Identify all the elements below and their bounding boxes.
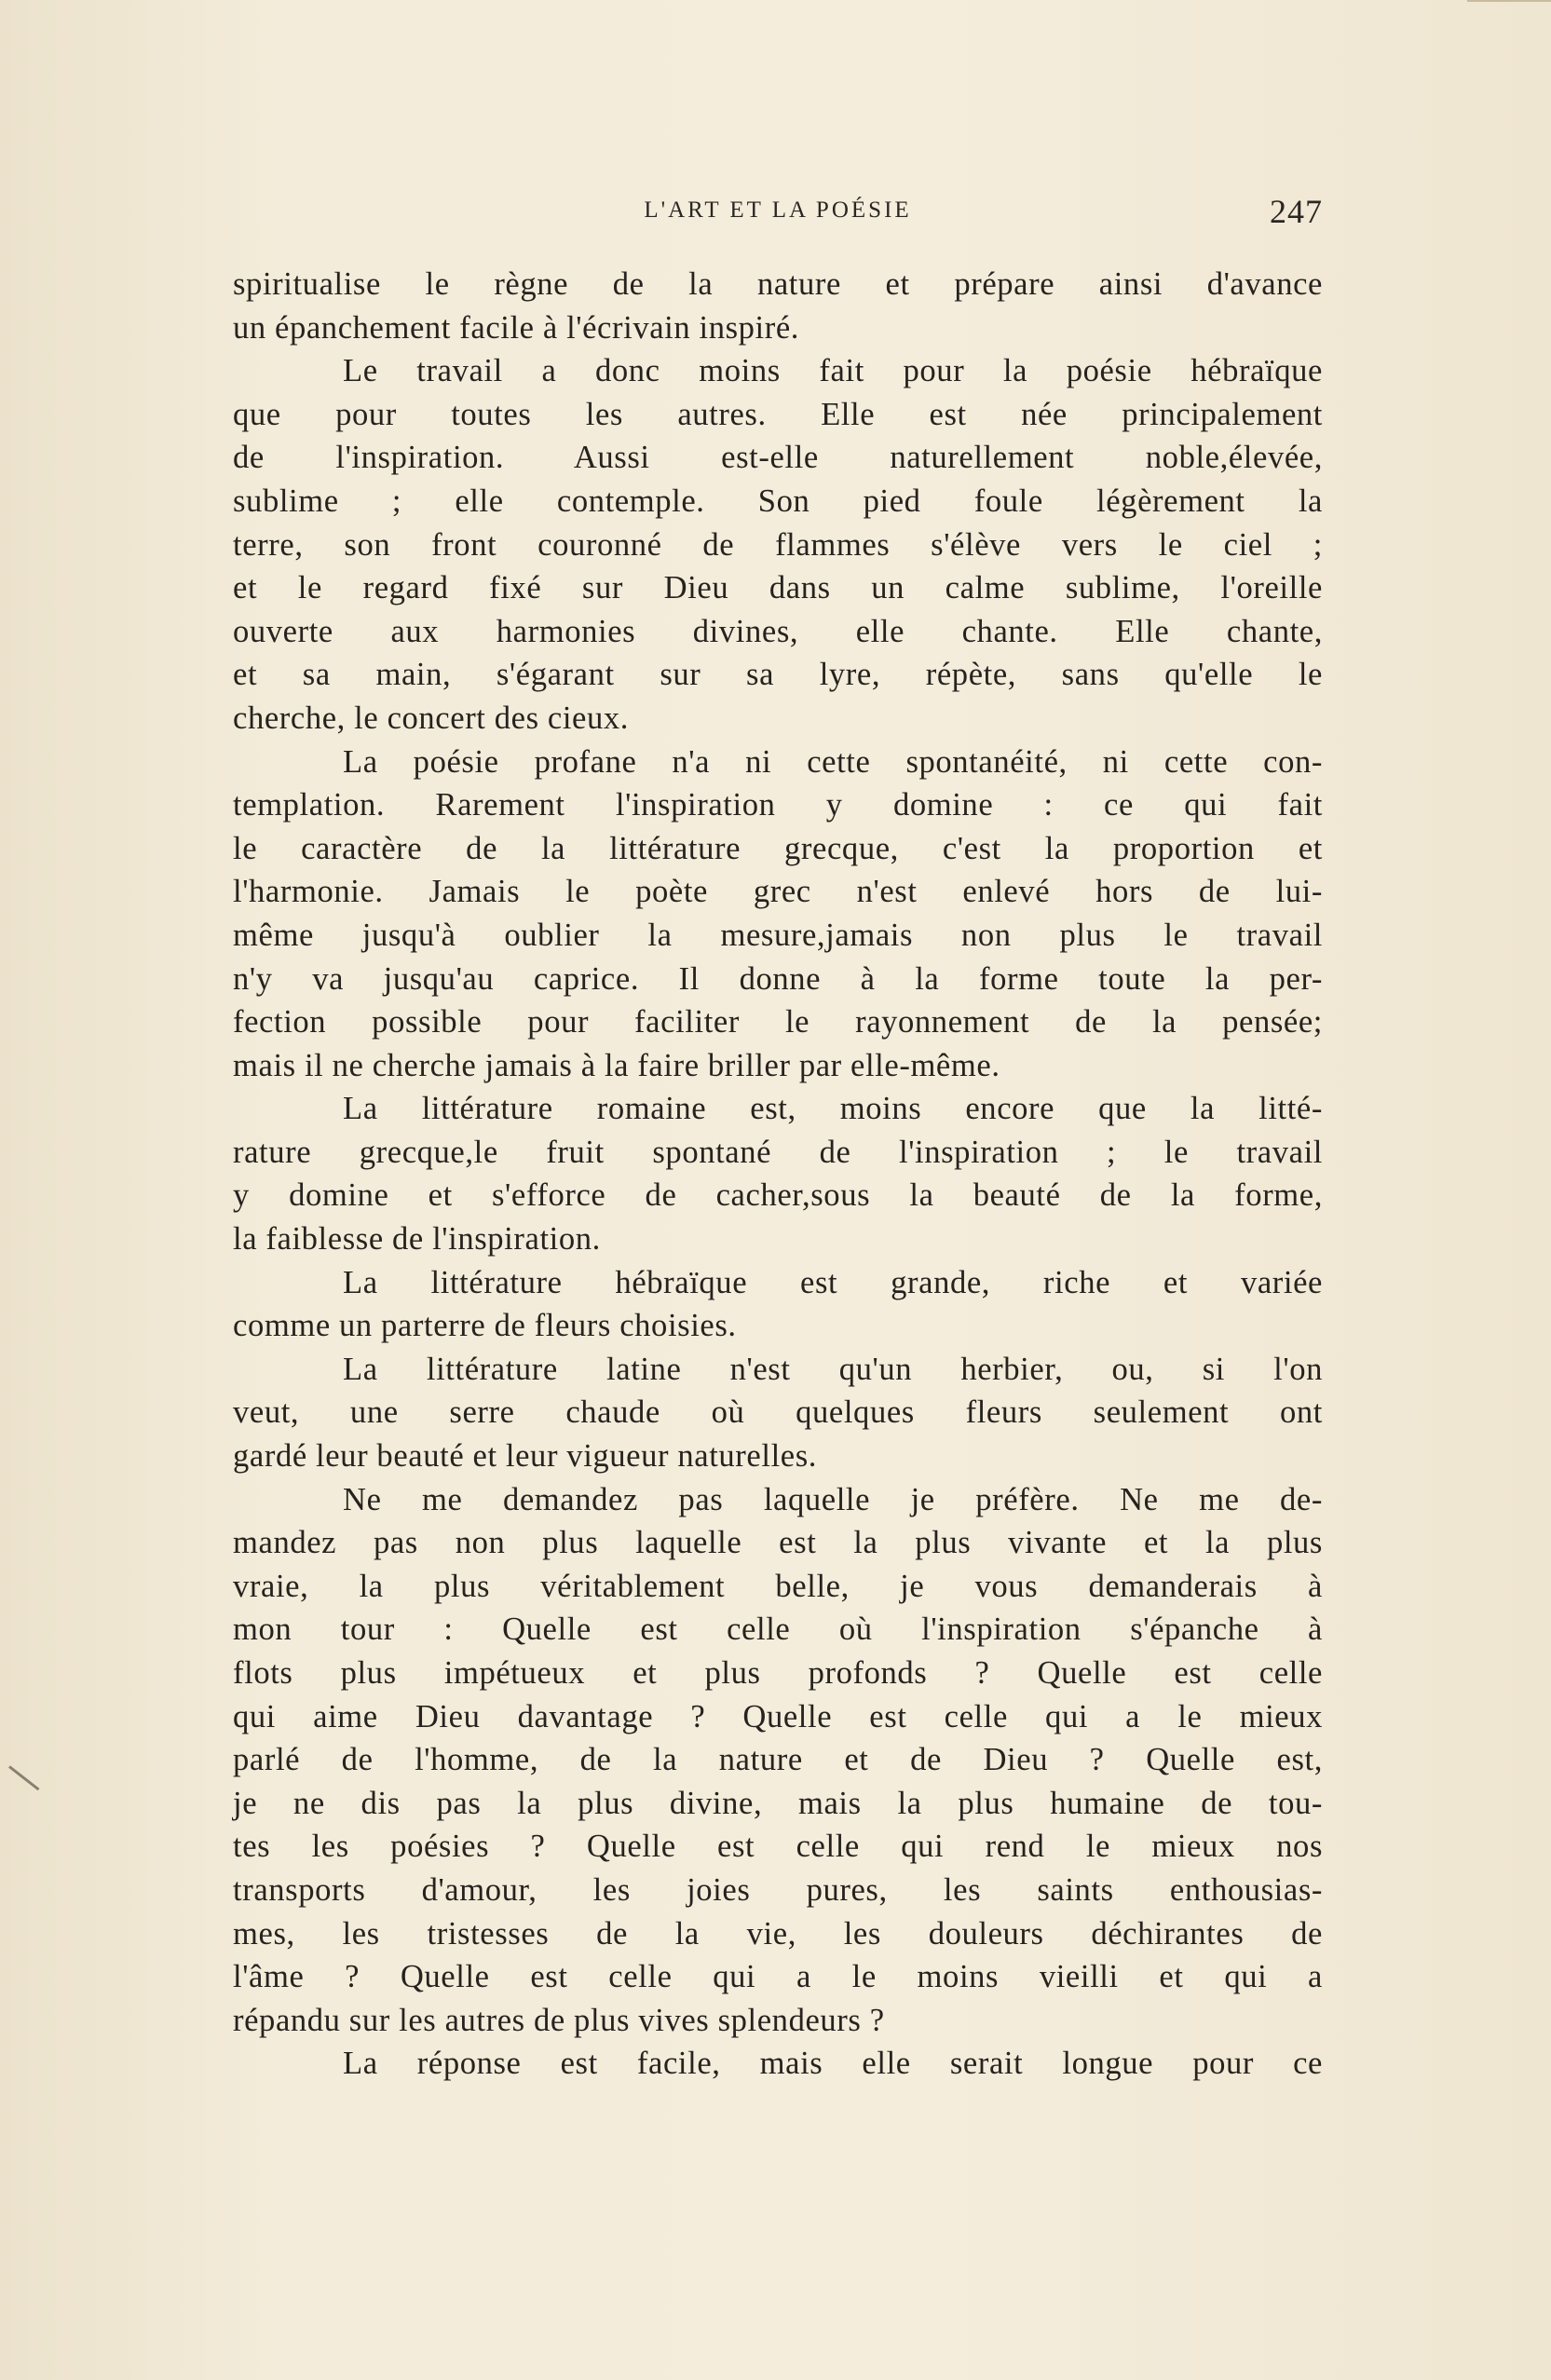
text-line: sublime ; elle contemple. Son pied foule légèrement la [233, 483, 1323, 519]
text-line: cherche, le concert des cieux. [233, 700, 630, 736]
text-line: Le travail a donc moins fait pour la poésie hébraïque [343, 353, 1323, 389]
text-line: qui aime Dieu davantage ? Quelle est celle qui a le mieux [233, 1698, 1323, 1734]
text-line: parlé de l'homme, de la nature et de Dieu ? Quelle est, [233, 1742, 1323, 1778]
text-line: mandez pas non plus laquelle est la plus vivante et la plus [233, 1525, 1323, 1561]
text-line: veut, une serre chaude où quelques fleurs seulement ont [233, 1394, 1323, 1431]
text-line: même jusqu'à oublier la mesure,jamais non plus le travail [233, 917, 1323, 953]
text-line: la faiblesse de l'inspiration. [233, 1221, 601, 1258]
text-line: rature grecque,le fruit spontané de l'inspiration ; le travail [233, 1134, 1323, 1170]
text-line: l'âme ? Quelle est celle qui a le moins vieilli et qui a [233, 1959, 1323, 1995]
text-line: mon tour : Quelle est celle où l'inspiration s'épanche à [233, 1612, 1323, 1648]
text-line: comme un parterre de fleurs choisies. [233, 1308, 737, 1344]
text-line: transports d'amour, les joies pures, les saints enthousias- [233, 1871, 1323, 1908]
text-line: et le regard fixé sur Dieu dans un calme sublime, l'oreille [233, 570, 1323, 606]
text-line: La réponse est facile, mais elle serait longue pour ce [343, 2046, 1323, 2082]
page-edge-mark [1467, 0, 1551, 2]
text-line: n'y va jusqu'au caprice. Il donne à la forme toute la per- [233, 960, 1323, 997]
text-line: et sa main, s'égarant sur sa lyre, répète, sans qu'elle le [233, 657, 1323, 693]
text-line: l'harmonie. Jamais le poète grec n'est enlevé hors de lui- [233, 874, 1323, 910]
text-line: ouverte aux harmonies divines, elle chante. Elle chante, [233, 613, 1323, 649]
body-text [233, 263, 1323, 2086]
text-line: La littérature romaine est, moins encore que la litté- [343, 1091, 1323, 1127]
margin-pencil-mark [8, 1765, 39, 1790]
text-line: y domine et s'efforce de cacher,sous la beauté de la forme, [233, 1177, 1323, 1214]
text-line: La littérature latine n'est qu'un herbier, ou, si l'on [343, 1351, 1323, 1387]
text-line: La poésie profane n'a ni cette spontanéité, ni cette con- [343, 743, 1323, 780]
text-line: vraie, la plus véritablement belle, je vous demanderais à [233, 1568, 1323, 1604]
text-line: je ne dis pas la plus divine, mais la plus humaine de tou- [233, 1785, 1323, 1821]
text-line: flots plus impétueux et plus profonds ? Quelle est celle [233, 1655, 1323, 1691]
text-line: un épanchement facile à l'écrivain inspiré. [233, 309, 800, 346]
page-header [233, 193, 1323, 235]
text-line: le caractère de la littérature grecque, c'est la proportion et [233, 830, 1323, 866]
text-line: templation. Rarement l'inspiration y domine : ce qui fait [233, 787, 1323, 823]
text-line: répandu sur les autres de plus vives splendeurs ? [233, 2002, 885, 2038]
text-line: tes les poésies ? Quelle est celle qui rend le mieux nos [233, 1829, 1323, 1865]
text-line: mes, les tristesses de la vie, les douleurs déchirantes de [233, 1915, 1323, 1952]
text-line: Ne me demandez pas laquelle je préfère. Ne me de- [343, 1481, 1323, 1517]
text-line: que pour toutes les autres. Elle est née principalement [233, 396, 1323, 432]
text-line: La littérature hébraïque est grande, riche et variée [343, 1264, 1323, 1300]
text-line: mais il ne cherche jamais à la faire briller par elle-même. [233, 1047, 1000, 1083]
text-line: de l'inspiration. Aussi est-elle naturellement noble,élevée, [233, 440, 1323, 476]
running-title: L'ART ET LA POÉSIE [644, 197, 912, 223]
text-line: gardé leur beauté et leur vigueur naturelles. [233, 1438, 818, 1475]
text-line: terre, son front couronné de flammes s'élève vers le ciel ; [233, 526, 1323, 563]
text-line: fection possible pour faciliter le rayonnement de la pensée; [233, 1004, 1323, 1040]
text-line: spiritualise le règne de la nature et prépare ainsi d'avance [233, 266, 1323, 302]
page-number: 247 [1270, 193, 1323, 230]
